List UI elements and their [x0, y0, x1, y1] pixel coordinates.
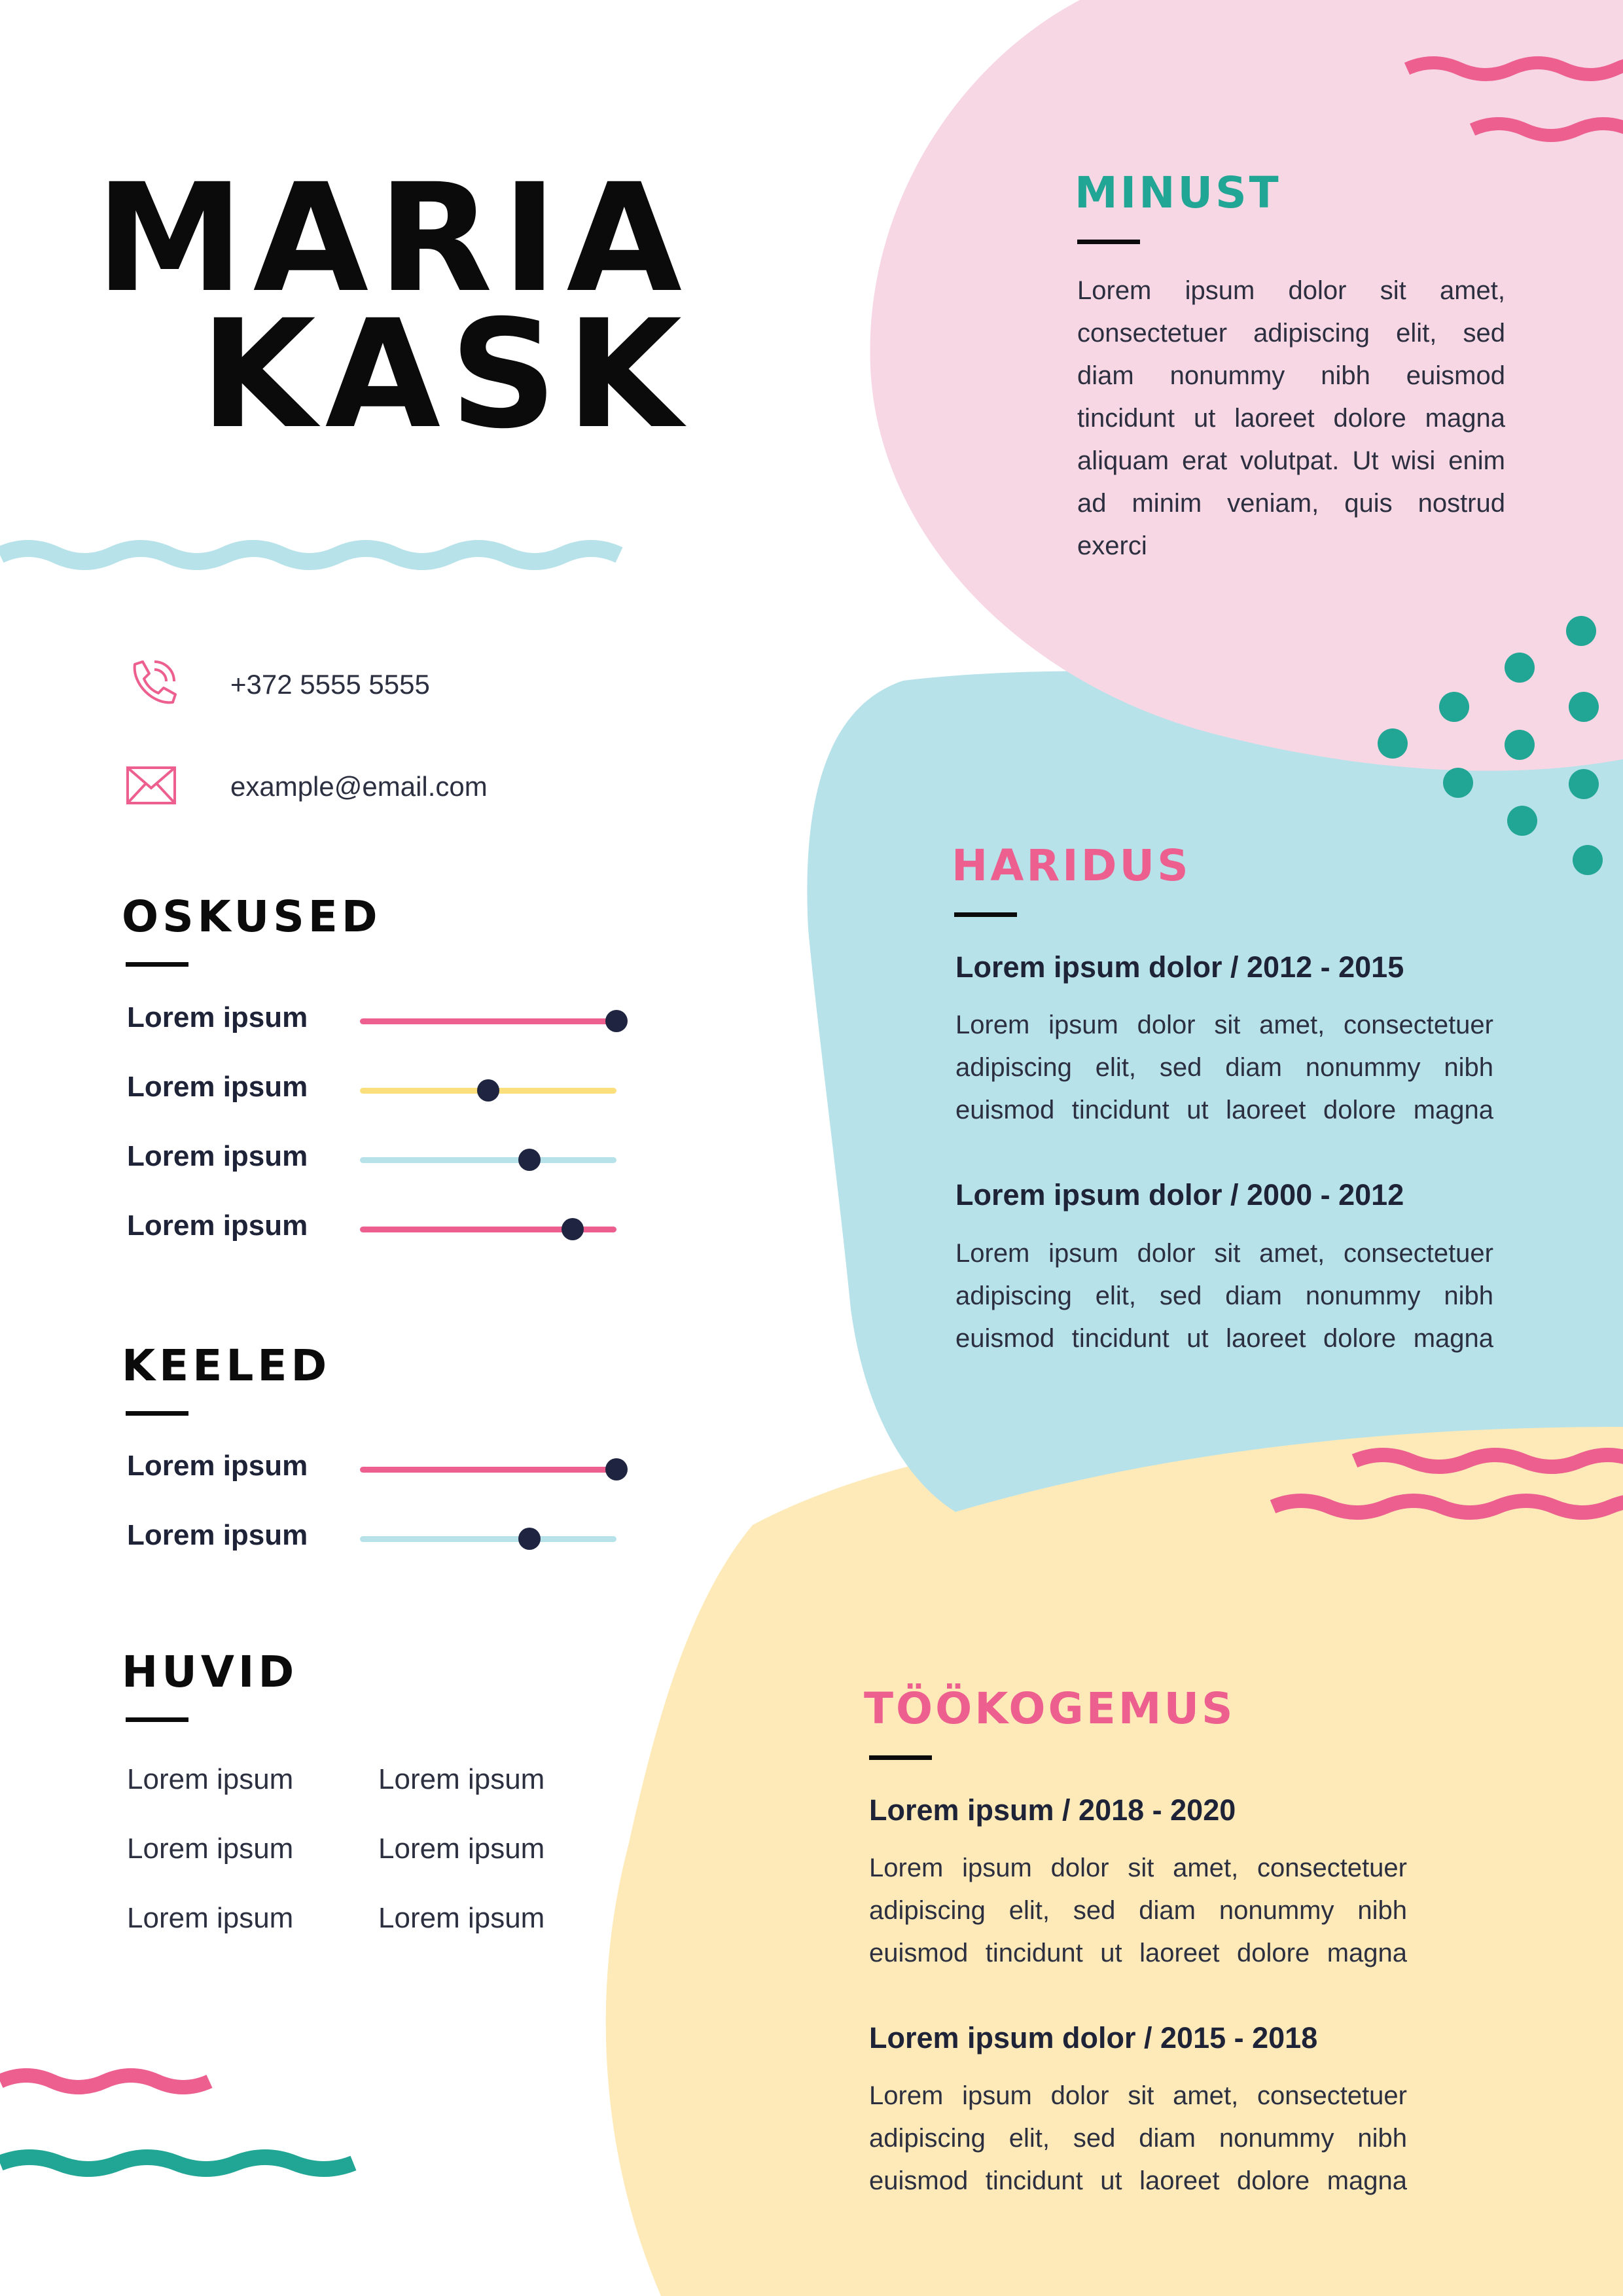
experience-line: euismod tincidunt ut laoreet dolore magna: [869, 2166, 1407, 2195]
languages-title: KEELED: [122, 1340, 331, 1391]
experience-entry-heading: Lorem ipsum / 2018 - 2020: [869, 1793, 1236, 1827]
about-line: Lorem ipsum dolor sit amet,: [1077, 276, 1505, 305]
experience-line: Lorem ipsum dolor sit amet, consectetuer: [869, 1854, 1407, 1882]
about-line: ad minim veniam, quis nostrud exerci: [1077, 489, 1505, 560]
wave-blue-left: [0, 548, 619, 562]
skills-title: OSKUSED: [122, 891, 382, 942]
rating-label: Lorem ipsum: [127, 1001, 308, 1033]
experience-entry-text: [869, 1847, 1407, 1975]
phone-icon: [124, 658, 178, 711]
rating-bar: [360, 1467, 616, 1473]
education-line: euismod tincidunt ut laoreet dolore magna: [955, 1324, 1493, 1353]
rating-knob: [605, 1458, 628, 1480]
rating-label: Lorem ipsum: [127, 1140, 308, 1172]
experience-line: euismod tincidunt ut laoreet dolore magna: [869, 1939, 1407, 1967]
about-rule: [1077, 240, 1140, 244]
hobby-item: Lorem ipsum: [378, 1763, 545, 1795]
rating-bar: [360, 1157, 616, 1163]
about-line: consectetuer adipiscing elit, sed: [1077, 319, 1505, 348]
last-name: KASK: [200, 287, 691, 461]
education-entry-text: [955, 1232, 1493, 1360]
about-line: diam nonummy nibh euismod: [1077, 361, 1505, 390]
experience-entry-text: [869, 2075, 1407, 2202]
about-line: tincidunt ut laoreet dolore magna: [1077, 404, 1505, 433]
rating-label: Lorem ipsum: [127, 1450, 308, 1482]
education-entry-heading: Lorem ipsum dolor / 2000 - 2012: [955, 1178, 1404, 1211]
email-address: example@email.com: [230, 771, 488, 802]
education-line: euismod tincidunt ut laoreet dolore magna: [955, 1096, 1493, 1124]
first-name: MARIA: [95, 151, 691, 325]
hobby-item: Lorem ipsum: [127, 1763, 294, 1795]
education-line: adipiscing elit, sed diam nonummy nibh: [955, 1282, 1493, 1310]
hobby-item: Lorem ipsum: [127, 1902, 294, 1934]
experience-title: TÖÖKOGEMUS: [864, 1683, 1236, 1734]
rating-bar: [360, 1536, 616, 1542]
hobbies-title: HUVID: [122, 1647, 298, 1697]
rating-knob: [605, 1010, 628, 1032]
experience-line: adipiscing elit, sed diam nonummy nibh: [869, 2124, 1407, 2153]
rating-knob: [477, 1079, 499, 1102]
rating-knob: [518, 1149, 541, 1171]
rating-bar: [360, 1018, 616, 1024]
education-line: Lorem ipsum dolor sit amet, consectetuer: [955, 1011, 1493, 1039]
languages-rule: [126, 1411, 188, 1416]
rating-knob: [518, 1528, 541, 1550]
rating-label: Lorem ipsum: [127, 1519, 308, 1551]
experience-rule: [869, 1755, 932, 1760]
education-entry-text: [955, 1004, 1493, 1132]
education-entry-heading: Lorem ipsum dolor / 2012 - 2015: [955, 950, 1404, 984]
hobby-item: Lorem ipsum: [378, 1902, 545, 1934]
email-icon: [126, 766, 177, 805]
experience-line: adipiscing elit, sed diam nonummy nibh: [869, 1896, 1407, 1925]
education-title: HARIDUS: [952, 840, 1191, 891]
rating-label: Lorem ipsum: [127, 1210, 308, 1242]
rating-label: Lorem ipsum: [127, 1071, 308, 1103]
hobby-item: Lorem ipsum: [127, 1833, 294, 1865]
hobbies-rule: [126, 1717, 188, 1722]
education-rule: [954, 912, 1017, 917]
education-line: adipiscing elit, sed diam nonummy nibh: [955, 1053, 1493, 1082]
about-line: aliquam erat volutpat. Ut wisi enim: [1077, 446, 1505, 475]
about-text: [1077, 270, 1505, 567]
phone-number: +372 5555 5555: [230, 669, 430, 700]
about-title: MINUST: [1075, 168, 1281, 218]
experience-entry-heading: Lorem ipsum dolor / 2015 - 2018: [869, 2021, 1318, 2054]
skills-rule: [126, 962, 188, 967]
education-line: Lorem ipsum dolor sit amet, consectetuer: [955, 1239, 1493, 1268]
wave-teal-bottom: [0, 2157, 353, 2169]
experience-line: Lorem ipsum dolor sit amet, consectetuer: [869, 2081, 1407, 2110]
wave-pink-bottom: [0, 2075, 209, 2087]
hobby-item: Lorem ipsum: [378, 1833, 545, 1865]
